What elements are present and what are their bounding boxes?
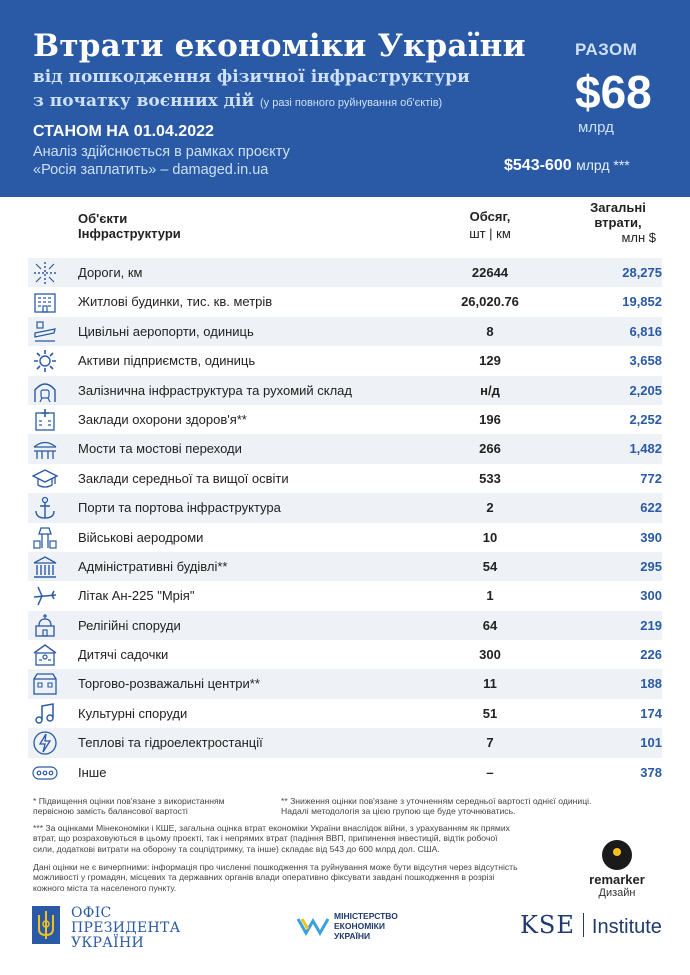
government-building-icon — [32, 554, 58, 580]
partner-logos — [0, 895, 690, 965]
row-losses: 390 — [640, 529, 662, 545]
row-quantity: 533 — [479, 470, 501, 486]
remarker-logo — [582, 840, 652, 899]
hospital-icon — [32, 407, 58, 433]
row-quantity: 54 — [482, 558, 498, 574]
alt-total-unit: млрд *** — [576, 157, 630, 173]
trident-emblem-icon — [31, 905, 61, 945]
ofis-line2: ПРЕЗИДЕНТА — [71, 920, 181, 936]
row-name: Культурні споруди — [78, 705, 188, 721]
row-losses: 300 — [640, 588, 662, 604]
ministry-text — [334, 911, 398, 941]
row-name: Житлові будинки, тис. кв. метрів — [78, 294, 273, 310]
row-losses: 2,205 — [629, 382, 662, 398]
total-label: РАЗОМ — [575, 40, 638, 59]
footnote-3 — [33, 823, 510, 854]
description-line2: «Росія заплатить» – damaged.in.ua — [33, 162, 269, 178]
table-row — [28, 640, 662, 669]
table-row — [28, 669, 662, 698]
column-header-quantity — [448, 209, 532, 241]
footnote-3-line3: сили, додаткові витрати на оборону та соцпідтримку, та інше) складає від 543 до 600 млрд дол. США. — [33, 843, 440, 854]
column-header-quantity-line1: Обсяг, — [469, 209, 511, 224]
column-header-losses — [580, 200, 656, 245]
row-name: Інше — [78, 764, 107, 780]
row-name: Релігійні споруди — [78, 617, 181, 633]
row-losses: 622 — [640, 500, 662, 516]
footnote-2-line1: ** Зниження оцінки пов'язане з уточненням середньої вартості однієї одиниці. — [281, 796, 592, 806]
row-name: Цивільні аеропорти, одиниць — [78, 323, 254, 339]
kse-divider — [583, 913, 584, 937]
row-losses: 6,816 — [629, 323, 662, 339]
subtitle-line2 — [33, 90, 442, 114]
remarker-name: remarker — [589, 872, 645, 887]
total-unit: млрд — [578, 119, 614, 136]
table-row — [28, 552, 662, 581]
remarker-role: Дизайн — [598, 887, 636, 899]
row-name: Літак Ан-225 "Мрія" — [78, 588, 195, 604]
table-row — [28, 405, 662, 434]
row-losses: 219 — [640, 617, 662, 633]
table-row — [28, 728, 662, 757]
row-quantity: 1 — [486, 588, 494, 604]
row-losses: 101 — [640, 735, 662, 751]
row-losses: 28,275 — [622, 265, 662, 280]
table-header — [0, 200, 690, 256]
row-name: Військові аеродроми — [78, 529, 204, 545]
table-row — [28, 464, 662, 493]
church-icon — [32, 613, 58, 639]
kindergarten-icon — [32, 642, 58, 668]
row-name: Дороги, км — [78, 265, 143, 280]
railway-tunnel-icon — [32, 378, 58, 404]
ofis-line1: ОФІС — [71, 905, 112, 921]
lightning-icon — [32, 730, 58, 756]
kse-mark: KSE — [520, 911, 575, 939]
row-name: Порти та портова інфраструктура — [78, 500, 281, 516]
kse-institute-logo — [520, 911, 662, 939]
page-title: Втрати економіки України — [33, 28, 526, 64]
row-name: Заклади середньої та вищої освіти — [78, 470, 289, 486]
footnote-1 — [33, 796, 225, 817]
footnote-4-line1: Дані оцінки не є вичерпними: інформація про численні пошкодження та руйнування може бути відсутня через відсутність — [33, 862, 518, 872]
row-name: Дитячі садочки — [78, 647, 169, 663]
table-row — [28, 699, 662, 728]
bridge-icon — [32, 436, 58, 462]
footnote-4-line2: можливості у громадян, місцевих та державних органів влади оперативно фіксувати завдані пошкодження в розрізі — [33, 872, 495, 883]
footnote-2 — [281, 796, 591, 817]
as-of-date: СТАНОМ НА 01.04.2022 — [33, 123, 214, 140]
table-row — [28, 376, 662, 405]
row-name: Теплові та гідроелектростанції — [78, 735, 263, 751]
row-losses: 19,852 — [622, 294, 662, 310]
row-quantity: 8 — [486, 323, 494, 339]
row-losses: 1,482 — [629, 441, 662, 457]
ofis-text — [71, 906, 181, 951]
ofis-prezydenta-logo — [31, 905, 181, 951]
row-quantity: 51 — [482, 705, 498, 721]
kse-institute-text: Institute — [591, 916, 662, 938]
table-row — [28, 258, 662, 287]
row-name: Заклади охорони здоров'я** — [78, 411, 247, 427]
table-row — [28, 611, 662, 640]
table-row — [28, 758, 662, 787]
building-icon — [32, 289, 58, 315]
row-name: Торгово-розважальні центри** — [78, 676, 260, 692]
music-note-icon — [32, 701, 58, 727]
row-losses: 188 — [640, 676, 662, 692]
ministry-logo — [296, 911, 398, 942]
row-losses: 174 — [640, 705, 662, 721]
row-losses: 2,252 — [629, 411, 662, 427]
row-name: Залізнична інфраструктура та рухомий склад — [78, 382, 352, 398]
column-header-object-line2: Інфраструктури — [78, 226, 181, 241]
row-quantity: 300 — [479, 647, 501, 663]
column-header-losses-line3: млн $ — [621, 230, 656, 245]
row-quantity: 7 — [486, 735, 494, 751]
remarker-mark-icon — [602, 840, 632, 870]
footnote-4-line3: кожного міста та населеного пункту. — [33, 882, 177, 893]
alt-total-value: $543-600 — [504, 157, 572, 174]
airport-icon — [32, 319, 58, 345]
row-name: Мости та мостові переходи — [78, 441, 242, 457]
row-quantity: н/д — [480, 382, 500, 398]
ministry-mark-icon — [296, 913, 330, 937]
footnote-1-line1: * Підвищення оцінки пов'язане з використанням — [33, 796, 225, 806]
table-row — [28, 317, 662, 346]
footnote-3-line1: *** За оцінками Мінекономіки і КШЕ, загальна оцінка втрат економіки України внаслідок війни, з урахуванням як прямих — [33, 823, 510, 833]
row-quantity: 129 — [479, 353, 501, 369]
row-quantity: 196 — [479, 411, 501, 427]
control-tower-icon — [32, 525, 58, 551]
footnote-4 — [33, 862, 518, 893]
alt-total — [504, 157, 630, 175]
row-quantity: – — [486, 764, 494, 780]
subtitle-note: (у разі повного руйнування об'єктів) — [260, 97, 443, 109]
column-header-object-line1: Об'єкти — [78, 211, 128, 226]
header-banner — [0, 0, 690, 197]
gear-icon — [32, 348, 58, 374]
row-quantity: 11 — [483, 676, 497, 692]
row-losses: 226 — [640, 647, 662, 663]
subtitle-line1: від пошкодження фізичної інфраструктури — [33, 67, 470, 87]
road-icon — [32, 260, 58, 286]
row-quantity: 266 — [479, 441, 501, 457]
ministry-line2: ЕКОНОМІКИ — [334, 921, 385, 931]
row-quantity: 64 — [482, 617, 498, 633]
total-value: $68 — [575, 66, 652, 118]
row-quantity: 2 — [486, 500, 494, 516]
subtitle-line2-text: з початку воєнних дій — [33, 91, 255, 111]
row-quantity: 22644 — [471, 265, 509, 280]
project-description — [33, 143, 363, 179]
footnote-1-line2: первісною замість балансової вартості — [33, 806, 188, 817]
shopping-mall-icon — [32, 671, 58, 697]
table-row — [28, 346, 662, 375]
row-losses: 3,658 — [629, 353, 662, 369]
row-losses: 772 — [640, 470, 662, 486]
column-header-losses-line1: Загальні — [590, 200, 646, 215]
column-header-object — [78, 211, 318, 241]
row-losses: 378 — [640, 764, 662, 780]
row-name: Активи підприємств, одиниць — [78, 353, 256, 369]
more-dots-icon — [32, 760, 58, 786]
description-line1: Аналіз здійснюється в рамках проєкту — [33, 144, 290, 160]
table-row — [28, 581, 662, 610]
table-row — [28, 434, 662, 463]
ofis-line3: УКРАЇНИ — [71, 935, 145, 951]
table-row — [28, 287, 662, 316]
column-header-losses-line2: втрати, — [594, 215, 642, 230]
table-row — [28, 493, 662, 522]
row-quantity: 10 — [482, 529, 498, 545]
ministry-line1: МІНІСТЕРСТВО — [334, 911, 398, 921]
column-header-quantity-line2: шт | км — [469, 226, 511, 241]
ministry-line3: УКРАЇНИ — [334, 931, 371, 941]
losses-table — [28, 258, 662, 787]
row-losses: 295 — [640, 558, 662, 574]
graduation-cap-icon — [32, 466, 58, 492]
footnote-3-line2: втрат, що розраховуються в цьому проєкті, так і непрямих втрат (падіння ВВП, припинення інвестицій, відтік робочої — [33, 833, 498, 844]
row-name: Адміністративні будівлі** — [78, 558, 228, 574]
footnote-2-line2: Надалі методологія за цією групою ще буде уточнюватись. — [281, 806, 516, 817]
row-quantity: 26,020.76 — [461, 294, 519, 310]
table-row — [28, 523, 662, 552]
airplane-icon — [32, 583, 58, 609]
anchor-icon — [32, 495, 58, 521]
